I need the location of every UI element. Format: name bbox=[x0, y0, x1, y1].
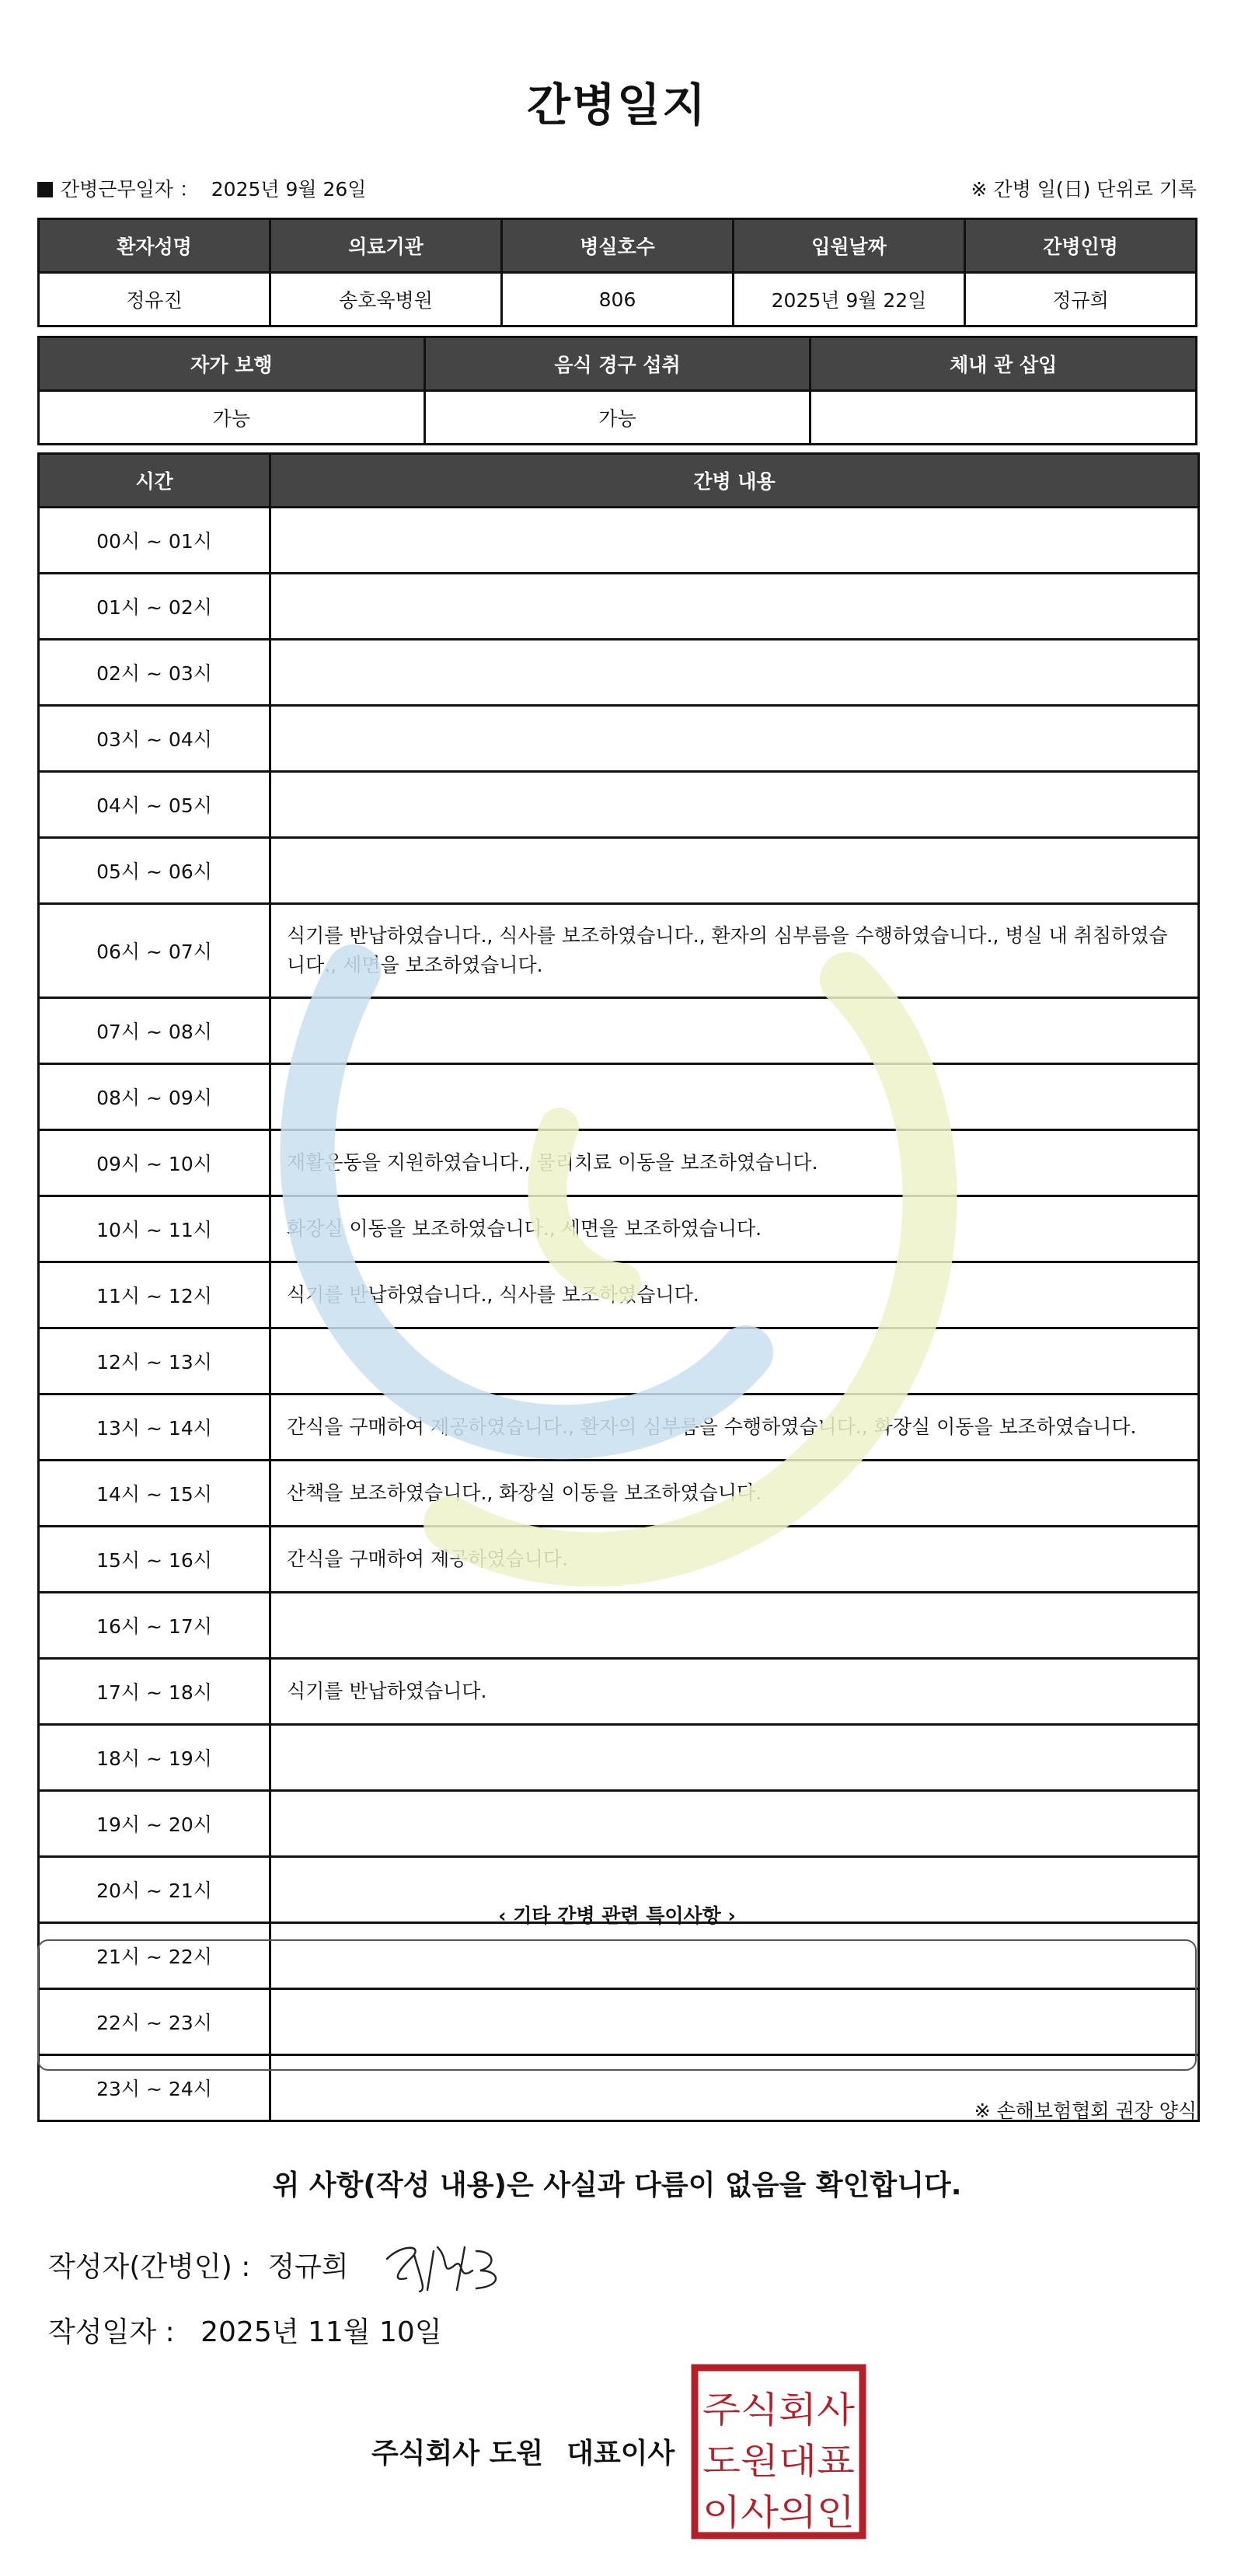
time-cell: 16시 ~ 17시 bbox=[39, 1593, 270, 1659]
work-date-value: 2025년 9월 26일 bbox=[211, 178, 367, 201]
time-cell: 17시 ~ 18시 bbox=[39, 1659, 270, 1725]
svg-text:도원대표: 도원대표 bbox=[702, 2440, 855, 2482]
care-content-cell bbox=[270, 1064, 1199, 1130]
time-cell: 03시 ~ 04시 bbox=[39, 706, 270, 772]
care-content-cell bbox=[270, 706, 1199, 772]
caregiver-name-cell: 정규희 bbox=[965, 273, 1197, 326]
patient-info-header-row bbox=[39, 219, 1197, 273]
care-content-cell bbox=[270, 772, 1199, 838]
handwritten-signature-icon bbox=[379, 2236, 511, 2298]
care-log-row bbox=[39, 1064, 1199, 1130]
care-content-cell: 산책을 보조하였습니다., 화장실 이동을 보조하였습니다. bbox=[270, 1461, 1199, 1527]
care-log-row bbox=[39, 574, 1199, 640]
care-log-row bbox=[39, 1262, 1199, 1328]
care-content-cell: 화장실 이동을 보조하였습니다., 세면을 보조하였습니다. bbox=[270, 1196, 1199, 1262]
time-cell: 11시 ~ 12시 bbox=[39, 1262, 270, 1328]
care-content-cell bbox=[270, 1791, 1199, 1857]
care-log-row bbox=[39, 1394, 1199, 1461]
work-date-label: 간병근무일자 ： bbox=[61, 178, 199, 201]
care-content-cell: 간식을 구매하여 제공하였습니다. bbox=[270, 1527, 1199, 1593]
company-seal-stamp-icon bbox=[690, 2363, 867, 2540]
care-log-row bbox=[39, 1328, 1199, 1394]
company-name: 주식회사 도원 bbox=[371, 2438, 544, 2470]
care-content-cell bbox=[270, 1328, 1199, 1394]
writer-row bbox=[48, 2245, 349, 2285]
patient-info-value-row bbox=[39, 273, 1197, 326]
care-content-cell: 식기를 반납하였습니다., 식사를 보조하였습니다. bbox=[270, 1262, 1199, 1328]
document-title: 간병일지 bbox=[526, 79, 708, 131]
time-cell: 10시 ~ 11시 bbox=[39, 1196, 270, 1262]
care-log-row bbox=[39, 904, 1199, 998]
oral-intake-cell: 가능 bbox=[424, 391, 810, 445]
tube-insertion-cell bbox=[810, 391, 1197, 445]
company-signature-line bbox=[371, 2431, 675, 2471]
svg-text:이사의인: 이사의인 bbox=[702, 2491, 855, 2533]
oral-intake-header: 음식 경구 섭취 bbox=[424, 337, 810, 391]
care-content-cell bbox=[270, 1725, 1199, 1791]
ceo-label: 대표이사 bbox=[566, 2438, 675, 2470]
care-content-cell: 재활운동을 지원하였습니다., 물리치료 이동을 보조하였습니다. bbox=[270, 1130, 1199, 1196]
care-content-header: 간병 내용 bbox=[270, 454, 1199, 508]
tube-insertion-header: 체내 관 삽입 bbox=[810, 337, 1197, 391]
admission-date-cell: 2025년 9월 22일 bbox=[734, 273, 965, 326]
self-walking-cell: 가능 bbox=[39, 391, 425, 445]
unit-note: ※ 간병 일(日) 단위로 기록 bbox=[971, 178, 1197, 201]
caregiver-name-header: 간병인명 bbox=[965, 219, 1197, 273]
time-cell: 01시 ~ 02시 bbox=[39, 574, 270, 640]
care-content-cell bbox=[270, 998, 1199, 1064]
square-bullet-icon bbox=[37, 182, 53, 197]
remarks-box bbox=[37, 1939, 1197, 2071]
care-log-row bbox=[39, 1527, 1199, 1593]
time-cell: 13시 ~ 14시 bbox=[39, 1394, 270, 1461]
care-content-cell: 간식을 구매하여 제공하였습니다., 환자의 심부름을 수행하였습니다., 화장실 이동을 보조하였습니다. bbox=[270, 1394, 1199, 1461]
writer-label: 작성자(간병인) : bbox=[48, 2251, 251, 2283]
patient-info-table bbox=[37, 218, 1197, 327]
writer-name: 정규희 bbox=[267, 2251, 349, 2283]
care-content-cell bbox=[270, 640, 1199, 706]
written-date-row bbox=[48, 2310, 442, 2350]
time-cell: 20시 ~ 21시 bbox=[39, 1857, 270, 1923]
care-log-row bbox=[39, 1196, 1199, 1262]
admission-date-header: 입원날짜 bbox=[734, 219, 965, 273]
time-cell: 23시 ~ 24시 bbox=[39, 2055, 270, 2121]
care-content-cell: 식기를 반납하였습니다., 식사를 보조하였습니다., 환자의 심부름을 수행하였습니다., 병실 내 취침하였습니다., 세면을 보조하였습니다. bbox=[270, 904, 1199, 998]
care-log-row bbox=[39, 838, 1199, 904]
room-number-header: 병실호수 bbox=[502, 219, 734, 273]
care-log-body bbox=[39, 508, 1199, 2121]
care-content-cell bbox=[270, 838, 1199, 904]
form-note: ※ 손해보험협회 권장 양식 bbox=[974, 2100, 1197, 2122]
confirmation-statement: 위 사항(작성 내용)은 사실과 다름이 없음을 확인합니다. bbox=[272, 2169, 962, 2201]
time-cell: 14시 ~ 15시 bbox=[39, 1461, 270, 1527]
care-log-row bbox=[39, 508, 1199, 574]
care-log-row bbox=[39, 706, 1199, 772]
time-cell: 22시 ~ 23시 bbox=[39, 1989, 270, 2055]
care-log-row bbox=[39, 1130, 1199, 1196]
care-log-table bbox=[37, 452, 1200, 2122]
care-content-cell bbox=[270, 574, 1199, 640]
time-cell: 08시 ~ 09시 bbox=[39, 1064, 270, 1130]
time-cell: 21시 ~ 22시 bbox=[39, 1923, 270, 1989]
hospital-cell: 송호욱병원 bbox=[270, 273, 502, 326]
care-log-row bbox=[39, 1461, 1199, 1527]
time-cell: 09시 ~ 10시 bbox=[39, 1130, 270, 1196]
patient-name-cell: 정유진 bbox=[39, 273, 270, 326]
patient-name-header: 환자성명 bbox=[39, 219, 270, 273]
time-cell: 05시 ~ 06시 bbox=[39, 838, 270, 904]
written-date-label: 작성일자 : bbox=[48, 2316, 175, 2348]
care-log-row bbox=[39, 1791, 1199, 1857]
care-log-row bbox=[39, 1659, 1199, 1725]
time-cell: 07시 ~ 08시 bbox=[39, 998, 270, 1064]
time-cell: 06시 ~ 07시 bbox=[39, 904, 270, 998]
care-content-cell: 식기를 반납하였습니다. bbox=[270, 1659, 1199, 1725]
care-log-row bbox=[39, 1725, 1199, 1791]
care-log-header-row bbox=[39, 454, 1199, 508]
time-cell: 15시 ~ 16시 bbox=[39, 1527, 270, 1593]
written-date-value: 2025년 11월 10일 bbox=[200, 2316, 442, 2348]
work-date-line bbox=[37, 174, 366, 202]
care-log-row bbox=[39, 640, 1199, 706]
status-value-row bbox=[39, 391, 1197, 445]
svg-text:주식회사: 주식회사 bbox=[702, 2389, 856, 2431]
care-content-cell bbox=[270, 508, 1199, 574]
patient-status-table bbox=[37, 336, 1197, 445]
care-log-row bbox=[39, 998, 1199, 1064]
status-header-row bbox=[39, 337, 1197, 391]
remarks-title: ‹ 기타 간병 관련 특이사항 › bbox=[498, 1904, 736, 1927]
time-cell: 04시 ~ 05시 bbox=[39, 772, 270, 838]
self-walking-header: 자가 보행 bbox=[39, 337, 425, 391]
time-cell: 02시 ~ 03시 bbox=[39, 640, 270, 706]
room-number-cell: 806 bbox=[502, 273, 734, 326]
time-cell: 18시 ~ 19시 bbox=[39, 1725, 270, 1791]
care-content-cell bbox=[270, 1593, 1199, 1659]
time-header: 시간 bbox=[39, 454, 270, 508]
time-cell: 12시 ~ 13시 bbox=[39, 1328, 270, 1394]
time-cell: 19시 ~ 20시 bbox=[39, 1791, 270, 1857]
time-cell: 00시 ~ 01시 bbox=[39, 508, 270, 574]
hospital-header: 의료기관 bbox=[270, 219, 502, 273]
care-log-row bbox=[39, 1593, 1199, 1659]
care-log-row bbox=[39, 772, 1199, 838]
